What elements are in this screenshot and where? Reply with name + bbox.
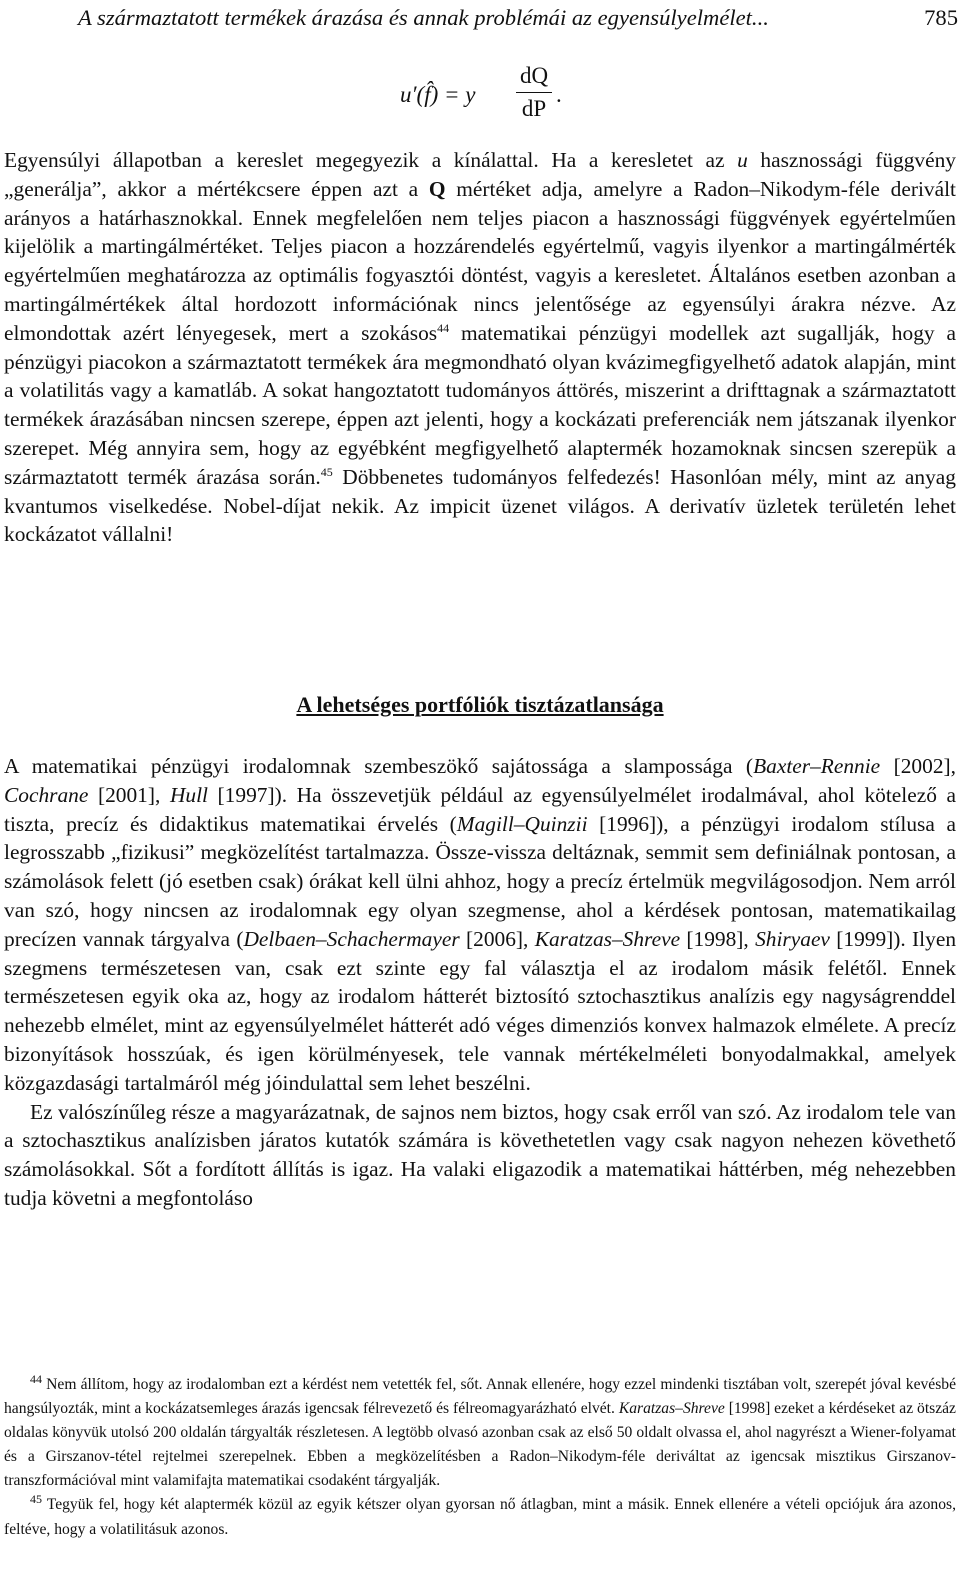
- equation-fraction: [516, 62, 552, 123]
- fraction-numerator: dQ: [519, 63, 549, 88]
- paragraph-text: Egyensúlyi állapotban a kereslet megegyezik a kínálattal. Ha a keresletet az u hasznossági függvény „generálja”, akkor a mértékcsere éppen azt a Q mértéket adja, amelyre a Radon–Nikodym-féle derivált arányos a határhasznokkal. Ennek megfelelően nem teljes piacon a hasznossági függvények egyértelműen kijelölik a martingálmértéket. Teljes piacon a hozzárendelés egyértelmű, vagyis ilyenkor a martingálmérték egyértelműen meghatározza az optimális fogyasztói döntést, vagyis a keresletet. Általános esetben azonban a martingálmértékek által hordozott információnak nincs jelentősége az egyensúlyi árakra nézve. Az elmondottak azért lényegesek, mert a szokásos$^{44}$ matematikai pénzügyi modellek azt sugallják, hogy a pénzügyi piacokon a származtatott termékek ára megmondható olyan kvázimegfigyelhető adatok alapján, mint a volatilitás vagy a kamatláb. A sokat hangoztatott tudományos áttörés, miszerint a drifttagnak a származtatott termékek árazásában nincsen szerepe, éppen azt jelenti, hogy a kockázati preferenciák nem játszanak ilyenkor szerepet. Még annyira sem, hogy az egyébként megfigyelhető alaptermék hozamoknak sincsen szerepük a származtatott termék árazása során.$^{45}$ Döbbenetes tudományos felfedezés! Hasonlóan mély, mint az anyag kvantumos viselkedése. Nobel-díjat nekik. Az impicit üzenet világos. A derivatív üzletek területén lehet kockázatot vállalni!: [4, 148, 956, 547]
- fraction-denominator: dP: [521, 96, 547, 121]
- equation-lhs: u′(f̂) = y: [400, 82, 476, 107]
- footnote-marker-45: 45: [30, 1492, 42, 1507]
- fraction-bar: [516, 92, 552, 93]
- paragraph-text: Ez valószínűleg része a magyarázatnak, de sajnos nem biztos, hogy csak erről van szó. Az irodalom tele van a sztochasztikus analízisben járatos kutatók számára is követhetetlen vagy csak nagyon nehezen követhető számolásokkal. Sőt a fordított állítás is igaz. Ha valaki eligazodik a matematikai háttérben, még nehezebben tudja követni a megfontoláso: [4, 1099, 956, 1210]
- paragraph-portfolios: [4, 752, 956, 1213]
- section-title: A lehetséges portfóliók tisztázatlansága: [296, 692, 664, 717]
- footnote-44: $^{44}$ Nem állítom, hogy az irodalomban ezt a kérdést nem vetették fel, sőt. Annak ellenére, hogy ezzel mindenki tisztában volt, szerepét jóval kevésbé hangsúlyozták, mint a kockázatsemleges árazás igencsak félrevezető és félreomagyarázható elvét. Karatzas–Shreve [1998] ezeket a kérdéseket az ötszáz oldalas könyvük utolsó 200 oldalán tárgyalták részletesen. A legtöbb olvasó azonban csak az első 50 oldalt olvassa el, ahol nagyrészt a Wiener-folyamat és a Girszanov-tétel rejtelmei szerepelnek. Ebben a megközelítésben a Radon–Nikodym-féle deriváltat az igencsak misztikus Girszanov-transzformációval mint valamifajta matematikai csodaként tárgyalják.: [4, 1371, 956, 1490]
- running-title: A származtatott termékek árazása és annak problémái az egyensúlyelmélet...: [78, 5, 769, 30]
- equation-period: .: [556, 82, 562, 107]
- paragraph-equilibrium: [4, 146, 956, 549]
- footnote-ref-44[interactable]: 44: [437, 320, 450, 335]
- paragraph-text: A matematikai pénzügyi irodalomnak szembeszökő sajátossága a slampossága (Baxter–Rennie [2002], Cochrane [2001], Hull [1997]). Ha összevetjük például az egyensúlyelmélet irodalmával, ahol kötelező a tiszta, precíz és didaktikus matematikai érvelés (Magill–Quinzii [1996]), a pénzügyi irodalom stílusa a legrosszabb „fizikusi” megközelítést tartalmazza. Össze-vissza deltáznak, semmit sem definiálnak pontosan, a számolások felett (jó esetben csak) órákat kell ülni ahhoz, hogy a precíz értelmük megvilágosodjon. Nem arról van szó, hogy nincsen az irodalomnak egy olyan szegmense, ahol a kérdések pontosan, matematikailag precízen vannak tárgyalva (Delbaen–Schachermayer [2006], Karatzas–Shreve [1998], Shiryaev [1999]). Ilyen szegmens természetesen van, csak ezt szinte egy fal választja el az irodalom másik felétől. Ennek természetesen egyik oka az, hogy az irodalom hátterét biztosító sztochasztikus analízis egy nagyságrenddel nehezebb elmélet, mint az egyensúlyelmélet hátterét adó véges dimenziós konvex halmazok elmélete. A precíz bizonyítások hosszúak, és igen körülményesek, tele vannak mértékelméleti bonyodalmakkal, amelyek közgazdasági tartalmáról még jóindulattal sem lehet beszélni.: [4, 754, 957, 1095]
- footnote-marker-44: 44: [30, 1371, 42, 1386]
- page-number: 785: [924, 5, 958, 30]
- equation: [400, 62, 600, 132]
- footnote-ref-45[interactable]: 45: [320, 464, 333, 479]
- footnotes: [4, 1373, 956, 1542]
- footnote-45: $^{45}$ Tegyük fel, hogy két alaptermék közül az egyik kétszer olyan gyorsan nő átlagban, mint a másik. Ennek ellenére a vételi opciójuk ára azonos, feltéve, hogy a volatilitásuk azonos.: [4, 1492, 956, 1538]
- running-header: [78, 4, 958, 32]
